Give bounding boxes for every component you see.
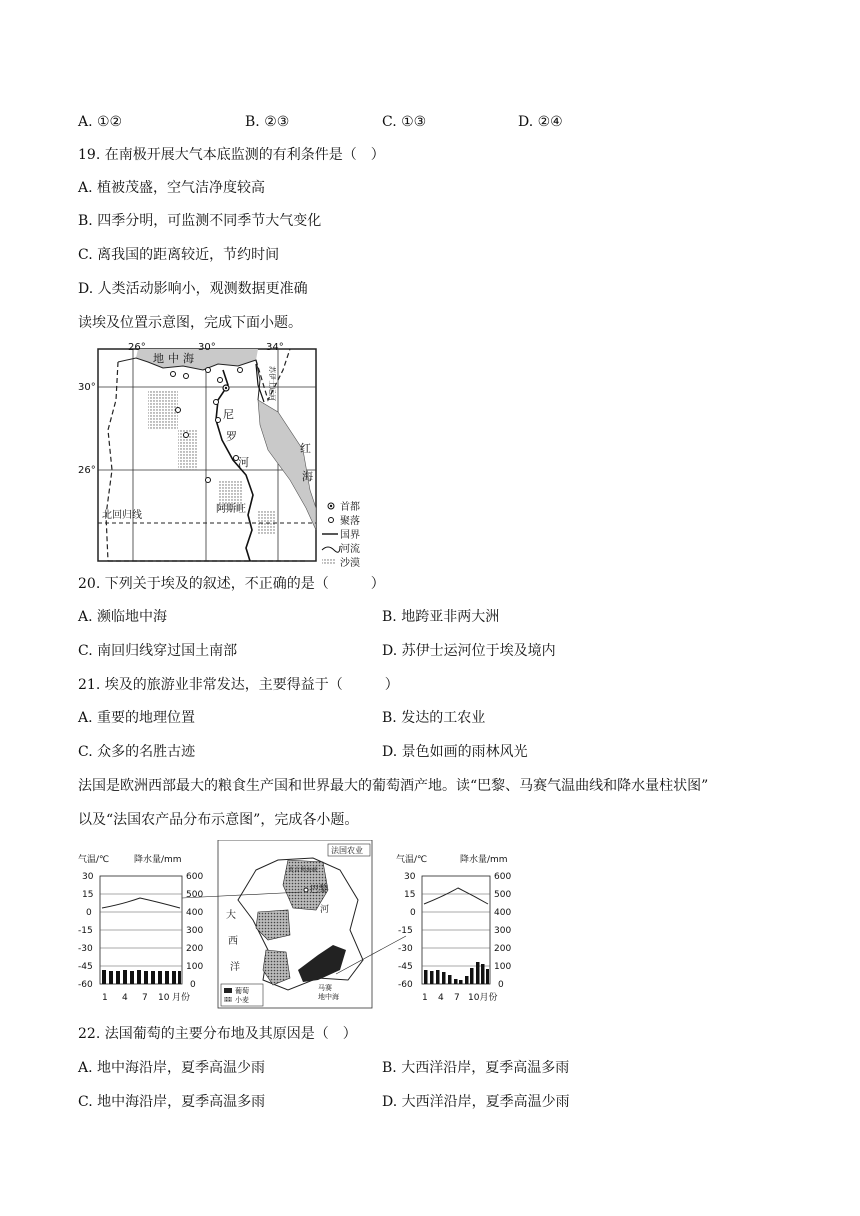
label-aswan: 阿斯旺 bbox=[216, 504, 246, 515]
legend-river: 河流 bbox=[340, 544, 360, 555]
legend-capital: 首都 bbox=[340, 502, 360, 513]
marseille-temp-tick-m45: -45 bbox=[398, 962, 413, 972]
lon-label-26: 26° bbox=[128, 342, 146, 353]
marseille-temp-tick-0: 0 bbox=[410, 908, 416, 918]
paris-temp-tick-15: 15 bbox=[82, 890, 94, 900]
q19-option-a: A. 植被茂盛，空气洁净度较高 bbox=[78, 180, 266, 196]
map-label-da: 大 bbox=[226, 910, 236, 921]
paris-temp-tick-m15: -15 bbox=[78, 926, 93, 936]
legend-border: 国界 bbox=[340, 530, 360, 541]
label-luo: 罗 bbox=[226, 430, 237, 443]
paris-temp-tick-0: 0 bbox=[86, 908, 92, 918]
q20-option-d: D. 苏伊士运河位于埃及境内 bbox=[382, 643, 556, 659]
q22-option-d: D. 大西洋沿岸，夏季高温少雨 bbox=[382, 1094, 570, 1110]
marseille-temp-tick-m60: -60 bbox=[398, 980, 413, 990]
map-label-marseille: 马赛 bbox=[318, 984, 332, 992]
lon-label-34: 34° bbox=[266, 342, 284, 353]
q20-option-a: A. 濒临地中海 bbox=[78, 609, 168, 625]
label-hai: 海 bbox=[183, 352, 194, 365]
paris-month-4: 4 bbox=[122, 993, 128, 1003]
marseille-precip-tick-600: 600 bbox=[494, 872, 512, 882]
paris-month-1: 1 bbox=[102, 993, 108, 1003]
q20-option-c: C. 南回归线穿过国土南部 bbox=[78, 643, 238, 659]
marseille-precip-tick-200: 200 bbox=[494, 944, 512, 954]
marseille-temp-tick-m15: -15 bbox=[398, 926, 413, 936]
map-label-river: 河 bbox=[320, 905, 330, 915]
paris-precip-tick-100: 100 bbox=[186, 962, 204, 972]
france-climate-agriculture-figure bbox=[78, 840, 518, 1010]
paris-precip-tick-500: 500 bbox=[186, 890, 204, 900]
paris-month-unit: 月份 bbox=[172, 993, 191, 1003]
q21-option-a: A. 重要的地理位置 bbox=[78, 710, 196, 726]
map-label-paris: 巴黎 bbox=[310, 885, 329, 895]
paris-precip-tick-300: 300 bbox=[186, 926, 204, 936]
q19-option-c: C. 离我国的距离较近，节约时间 bbox=[78, 247, 280, 263]
q19-option-b: B. 四季分明，可监测不同季节大气变化 bbox=[78, 213, 322, 229]
q20-option-b: B. 地跨亚非两大洲 bbox=[382, 609, 500, 625]
map-title: 法国农业 bbox=[331, 846, 363, 855]
q19-option-d: D. 人类活动影响小，观测数据更准确 bbox=[78, 281, 308, 297]
marseille-month-7: 7 bbox=[454, 993, 460, 1003]
label-di: 地 bbox=[153, 352, 164, 365]
paris-precip-tick-0: 0 bbox=[190, 980, 196, 990]
paris-temp-tick-m45: -45 bbox=[78, 962, 93, 972]
legend-desert: 沙漠 bbox=[340, 558, 360, 568]
q22-option-a: A. 地中海沿岸，夏季高温少雨 bbox=[78, 1060, 266, 1076]
marseille-temp-tick-m30: -30 bbox=[398, 944, 413, 954]
q18-option-a: A. ①② bbox=[78, 114, 123, 130]
marseille-temp-tick-30: 30 bbox=[404, 872, 416, 882]
q19-stem: 19. 在南极开展大气本底监测的有利条件是（ ） bbox=[78, 147, 385, 163]
marseille-precip-tick-300: 300 bbox=[494, 926, 512, 936]
marseille-precip-label: 降水量/mm bbox=[460, 855, 508, 865]
label-hai2: 海 bbox=[302, 470, 313, 483]
map-label-xi: 西 bbox=[228, 936, 238, 947]
paris-precip-tick-400: 400 bbox=[186, 908, 204, 918]
paris-precip-tick-200: 200 bbox=[186, 944, 204, 954]
marseille-temp-tick-15: 15 bbox=[404, 890, 416, 900]
q18-option-d: D. ②④ bbox=[518, 114, 563, 130]
label-hong: 红 bbox=[300, 442, 311, 455]
label-zhong: 中 bbox=[168, 352, 179, 365]
paris-month-10: 10 bbox=[158, 993, 170, 1003]
marseille-precip-tick-100: 100 bbox=[494, 962, 512, 972]
paris-month-7: 7 bbox=[142, 993, 148, 1003]
marseille-precip-tick-500: 500 bbox=[494, 890, 512, 900]
label-suez: 苏伊士运河 bbox=[268, 366, 276, 401]
egypt-intro: 读埃及位置示意图，完成下面小题。 bbox=[78, 315, 302, 331]
marseille-month-1: 1 bbox=[422, 993, 428, 1003]
q21-option-c: C. 众多的名胜古迹 bbox=[78, 744, 196, 760]
map-legend-grape: 葡萄 bbox=[235, 987, 249, 995]
france-intro-line-2: 以及“法国农产品分布示意图”，完成各小题。 bbox=[78, 812, 359, 828]
marseille-precip-tick-0: 0 bbox=[498, 980, 504, 990]
paris-temp-label: 气温/℃ bbox=[78, 855, 110, 865]
egypt-location-map bbox=[78, 340, 378, 568]
q22-option-c: C. 地中海沿岸，夏季高温多雨 bbox=[78, 1094, 266, 1110]
q18-option-c: C. ①③ bbox=[382, 114, 427, 130]
lat-label-26: 26° bbox=[78, 465, 96, 476]
marseille-temp-label: 气温/℃ bbox=[396, 855, 428, 865]
label-he: 河 bbox=[238, 456, 249, 469]
map-legend-wheat: 小麦 bbox=[235, 996, 249, 1004]
marseille-month-4: 4 bbox=[438, 993, 444, 1003]
q22-stem: 22. 法国葡萄的主要分布地及其原因是（ ） bbox=[78, 1026, 357, 1042]
q21-option-d: D. 景色如画的雨林风光 bbox=[382, 744, 528, 760]
label-ni: 尼 bbox=[223, 408, 234, 421]
marseille-month-10: 10月份 bbox=[468, 993, 498, 1003]
lat-label-30: 30° bbox=[78, 382, 96, 393]
label-tropic: 北回归线 bbox=[102, 510, 142, 521]
q21-option-b: B. 发达的工农业 bbox=[382, 710, 486, 726]
q18-option-b: B. ②③ bbox=[245, 114, 290, 130]
paris-temp-tick-30: 30 bbox=[82, 872, 94, 882]
q20-stem: 20. 下列关于埃及的叙述，不正确的是（ ） bbox=[78, 576, 385, 592]
map-label-yang: 洋 bbox=[230, 962, 240, 973]
paris-precip-label: 降水量/mm bbox=[134, 855, 182, 865]
map-label-med: 地中海 bbox=[318, 993, 339, 1001]
lon-label-30: 30° bbox=[198, 342, 216, 353]
paris-precip-tick-600: 600 bbox=[186, 872, 204, 882]
paris-temp-tick-m30: -30 bbox=[78, 944, 93, 954]
map-label-channel: 英吉利海峡 bbox=[288, 867, 319, 874]
marseille-precip-tick-400: 400 bbox=[494, 908, 512, 918]
q21-stem: 21. 埃及的旅游业非常发达，主要得益于（ ） bbox=[78, 677, 399, 693]
legend-settlement: 聚落 bbox=[340, 516, 360, 527]
q22-option-b: B. 大西洋沿岸，夏季高温多雨 bbox=[382, 1060, 570, 1076]
france-intro-line-1: 法国是欧洲西部最大的粮食生产国和世界最大的葡萄酒产地。读“巴黎、马赛气温曲线和降水量柱状图” bbox=[78, 778, 709, 794]
paris-temp-tick-m60: -60 bbox=[78, 980, 93, 990]
